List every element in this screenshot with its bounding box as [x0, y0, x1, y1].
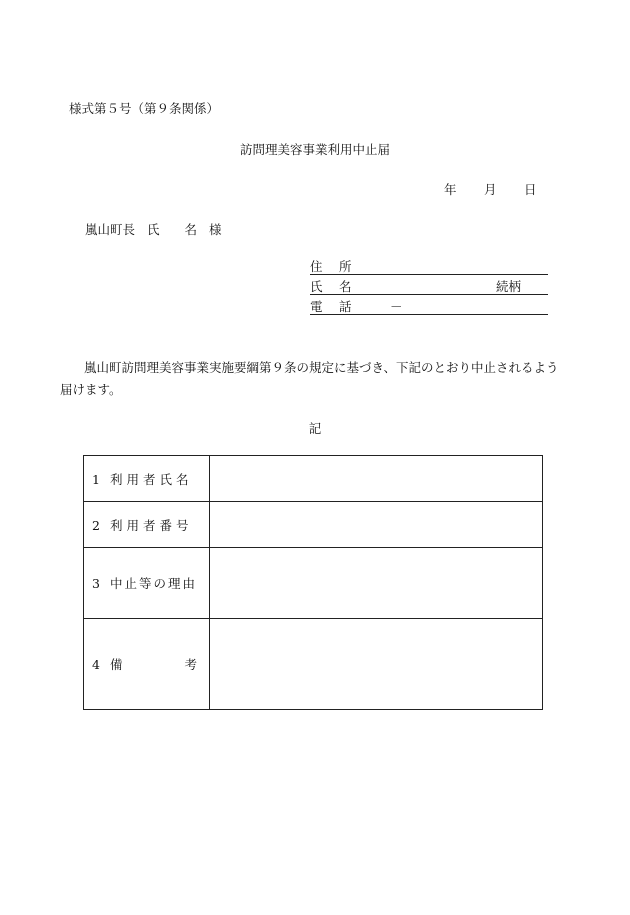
date-year-label: 年 [444, 182, 457, 197]
items-table [83, 455, 543, 710]
applicant-name-label: 氏 名 [310, 279, 354, 294]
applicant-address-field[interactable] [310, 256, 548, 275]
document-title: 訪問理美容事業利用中止届 [239, 142, 390, 157]
user-name-input-cell[interactable] [210, 456, 543, 502]
date-month-label: 月 [484, 182, 497, 197]
reason-input-cell[interactable] [210, 548, 543, 619]
addressee [85, 220, 222, 238]
body-text [60, 357, 560, 401]
applicant-name-field[interactable] [310, 276, 548, 295]
table-row [84, 619, 543, 710]
item-label-cell [84, 502, 210, 548]
item-label-end: 考 [184, 657, 201, 672]
addressee-name-label: 氏 名 [147, 222, 198, 237]
item-label-cell [84, 619, 210, 710]
table-row [84, 502, 543, 548]
remarks-input-cell[interactable] [210, 619, 543, 710]
user-number-input-cell[interactable] [210, 502, 543, 548]
applicant-relation-label: 続柄 [496, 279, 522, 294]
date-day-label: 日 [524, 182, 537, 197]
item-label: 利用者番号 [110, 517, 193, 533]
applicant-address-label: 住 所 [310, 259, 354, 274]
item-label: 中止等の理由 [110, 576, 198, 591]
table-row [84, 548, 543, 619]
table-row [84, 456, 543, 502]
addressee-honorific: 様 [209, 222, 222, 237]
ki-heading: 記 [308, 421, 322, 436]
item-number: 3 [92, 576, 100, 591]
addressee-office: 嵐山町長 [85, 222, 136, 237]
item-number: 4 [92, 657, 100, 672]
body-paragraph: 嵐山町訪問理美容事業実施要綱第９条の規定に基づき、下記のとおり中止されるよう届けます。 [60, 360, 559, 397]
form-number: 様式第５号（第９条関係） [69, 101, 220, 116]
item-number: 1 [92, 471, 100, 487]
applicant-phone-label: 電 話 [310, 299, 354, 314]
item-label-cell [84, 456, 210, 502]
item-number: 2 [92, 517, 100, 533]
item-label-start: 備 [110, 657, 127, 672]
phone-dash: － [390, 299, 403, 314]
item-label: 利用者氏名 [110, 471, 193, 487]
applicant-phone-field[interactable] [310, 296, 548, 315]
item-label-cell [84, 548, 210, 619]
